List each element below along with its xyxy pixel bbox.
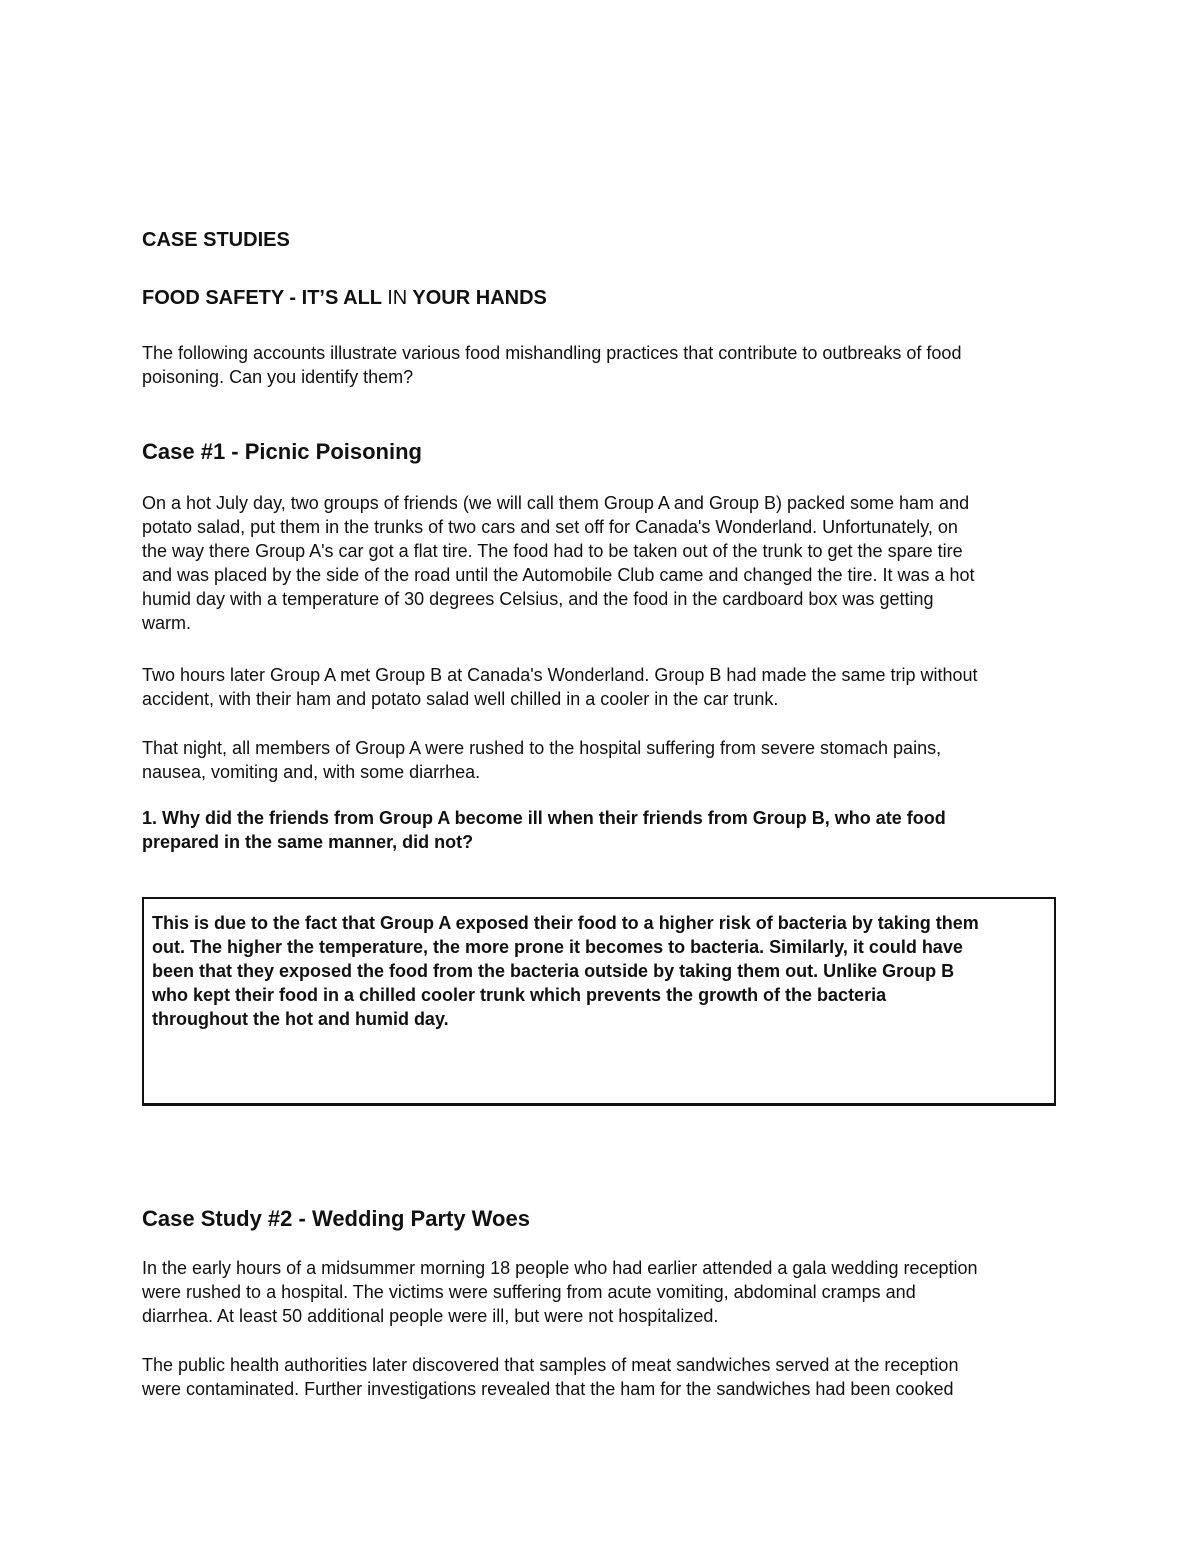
answer-line: out. The higher the temperature, the more prone it becomes to bacteria. Similarly, it could have [152,937,963,957]
answer-line: been that they exposed the food from the bacteria outside by taking them out. Unlike Group B [152,961,955,981]
case1-p2-line: Two hours later Group A met Group B at Canada's Wonderland. Group B had made the same trip without [142,665,978,685]
subtitle-part-1: FOOD SAFETY - IT’S ALL [142,287,382,309]
case2-heading: Case Study #2 - Wedding Party Woes [142,1206,530,1231]
answer-line: This is due to the fact that Group A exposed their food to a higher risk of bacteria by taking them [152,913,979,933]
answer-line: who kept their food in a chilled cooler trunk which prevents the growth of the bacteria [152,985,887,1005]
intro-line: poisoning. Can you identify them? [142,367,414,387]
case2-paragraph-2 [142,1353,1062,1401]
case1-paragraph-3 [142,736,1062,784]
case1-paragraph-1 [142,491,1062,635]
case2-p1-line: In the early hours of a midsummer morning 18 people who had earlier attended a gala wedding reception [142,1258,978,1278]
question-line: prepared in the same manner, did not? [142,832,474,852]
answer-box[interactable] [142,897,1056,1106]
subtitle-part-3: YOUR HANDS [412,287,547,309]
case1-p3-line: That night, all members of Group A were rushed to the hospital suffering from severe stomach pains, [142,738,942,758]
case1-p3-line: nausea, vomiting and, with some diarrhea. [142,762,481,782]
subtitle-part-2: IN [387,287,408,309]
case1-heading: Case #1 - Picnic Poisoning [142,439,422,464]
answer-line: throughout the hot and humid day. [152,1009,449,1029]
case1-question [142,806,1062,854]
answer-text [152,911,979,1031]
case2-p2-line: were contaminated. Further investigations revealed that the ham for the sandwiches had been cooked [142,1379,954,1399]
case1-paragraph-2 [142,663,1062,711]
case2-paragraph-1 [142,1256,1062,1328]
case1-p1-line: potato salad, put them in the trunks of two cars and set off for Canada's Wonderland. Unfortunately, on [142,517,958,537]
page-title: CASE STUDIES [142,229,290,251]
case2-p1-line: diarrhea. At least 50 additional people were ill, but were not hospitalized. [142,1306,719,1326]
intro-line: The following accounts illustrate various food mishandling practices that contribute to outbreaks of food [142,343,962,363]
case1-p1-line: and was placed by the side of the road until the Automobile Club came and changed the tire. It was a hot [142,565,975,585]
case2-p1-line: were rushed to a hospital. The victims were suffering from acute vomiting, abdominal cramps and [142,1282,916,1302]
case2-p2-line: The public health authorities later discovered that samples of meat sandwiches served at the reception [142,1355,959,1375]
page-subtitle [142,286,547,310]
case1-p2-line: accident, with their ham and potato salad well chilled in a cooler in the car trunk. [142,689,779,709]
case1-p1-line: warm. [142,613,191,633]
intro-paragraph [142,341,1062,389]
case1-p1-line: humid day with a temperature of 30 degrees Celsius, and the food in the cardboard box was getting [142,589,934,609]
question-line: 1. Why did the friends from Group A become ill when their friends from Group B, who ate food [142,808,946,828]
case1-p1-line: On a hot July day, two groups of friends (we will call them Group A and Group B) packed some ham and [142,493,970,513]
case1-p1-line: the way there Group A's car got a flat tire. The food had to be taken out of the trunk to get the spare tire [142,541,963,561]
